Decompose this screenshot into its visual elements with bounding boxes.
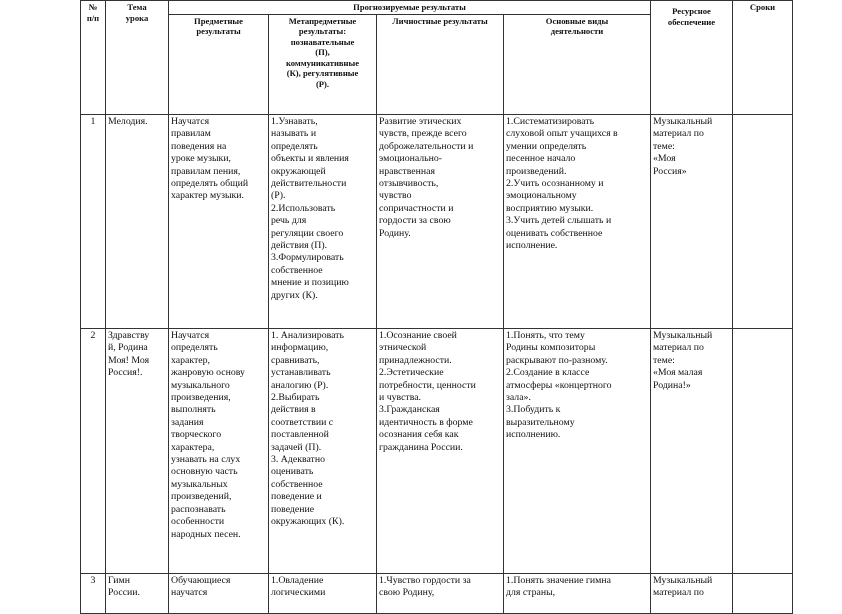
lesson-plan-table: [80, 0, 793, 614]
row-subject: Научатся определять характер, жанровую основу музыкального произведения, выполнять задания творческого характера, узнавать на слух основную часть музыкальных произведений, распознавать особенности народных песен.: [169, 329, 269, 574]
header-topic: Тема урока: [106, 1, 169, 115]
header-activities: Основные виды деятельности: [504, 14, 651, 115]
header-row-1: [81, 1, 793, 15]
row-personal: 1.Осознание своей этнической принадлежности. 2.Эстетические потребности, ценности и чувства. 3.Гражданская идентичность в форме осознания себя как гражданина России.: [377, 329, 504, 574]
header-personal: Личностные результаты: [377, 14, 504, 115]
row-topic: Мелодия.: [106, 115, 169, 329]
table-row: [81, 574, 793, 614]
row-activities: 1.Понять значение гимна для страны,: [504, 574, 651, 614]
row-personal: 1.Чувство гордости за свою Родину,: [377, 574, 504, 614]
row-meta: 1.Овладение логическими: [269, 574, 377, 614]
row-topic: Гимн России.: [106, 574, 169, 614]
header-terms: Сроки: [733, 1, 793, 115]
row-activities: 1.Систематизировать слуховой опыт учащихся в умении определять песенное начало произведений. 2.Учить осознанному и эмоциональному восприятию музыки. 3.Учить детей слышать и оценивать собственное исполнение.: [504, 115, 651, 329]
row-num: 2: [81, 329, 106, 574]
row-activities: 1.Понять, что тему Родины композиторы раскрывают по-разному. 2.Создание в классе атмосферы «концертного зала». 3.Побудить к выразительному исполнению.: [504, 329, 651, 574]
row-meta: 1.Узнавать, называть и определять объекты и явления окружающей действительности (Р). 2.Использовать речь для регуляции своего действия (П). 3.Формулировать собственное мнение и позицию других (К).: [269, 115, 377, 329]
row-personal: Развитие этических чувств, прежде всего доброжелательности и эмоционально- нравственная отзывчивость, чувство сопричастности и гордости за свою Родину.: [377, 115, 504, 329]
row-resources: Музыкальный материал по: [651, 574, 733, 614]
table-row: [81, 329, 793, 574]
row-num: 1: [81, 115, 106, 329]
row-num: 3: [81, 574, 106, 614]
row-topic: Здравству й, Родина Моя! Моя Россия!.: [106, 329, 169, 574]
row-meta: 1. Анализировать информацию, сравнивать, устанавливать аналогию (Р). 2.Выбирать действия в соответствии с поставленной задачей (П). 3. Адекватно оценивать собственное поведение и поведение окружающих (К).: [269, 329, 377, 574]
header-results-group: Прогнозируемые результаты: [169, 1, 651, 15]
row-resources: Музыкальный материал по теме: «Моя малая Родина!»: [651, 329, 733, 574]
header-meta: Метапредметные результаты: познавательные (П), коммуникативные (К), регулятивные (Р).: [269, 14, 377, 115]
row-terms: [733, 574, 793, 614]
header-subject: Предметные результаты: [169, 14, 269, 115]
row-terms: [733, 329, 793, 574]
row-terms: [733, 115, 793, 329]
header-resources: Ресурсное обеспечение: [651, 1, 733, 115]
row-subject: Научатся правилам поведения на уроке музыки, правилам пения, определять общий характер музыки.: [169, 115, 269, 329]
row-subject: Обучающиеся научатся: [169, 574, 269, 614]
header-num: № п/п: [81, 1, 106, 115]
row-resources: Музыкальный материал по теме: «Моя Россия»: [651, 115, 733, 329]
table-row: [81, 115, 793, 329]
